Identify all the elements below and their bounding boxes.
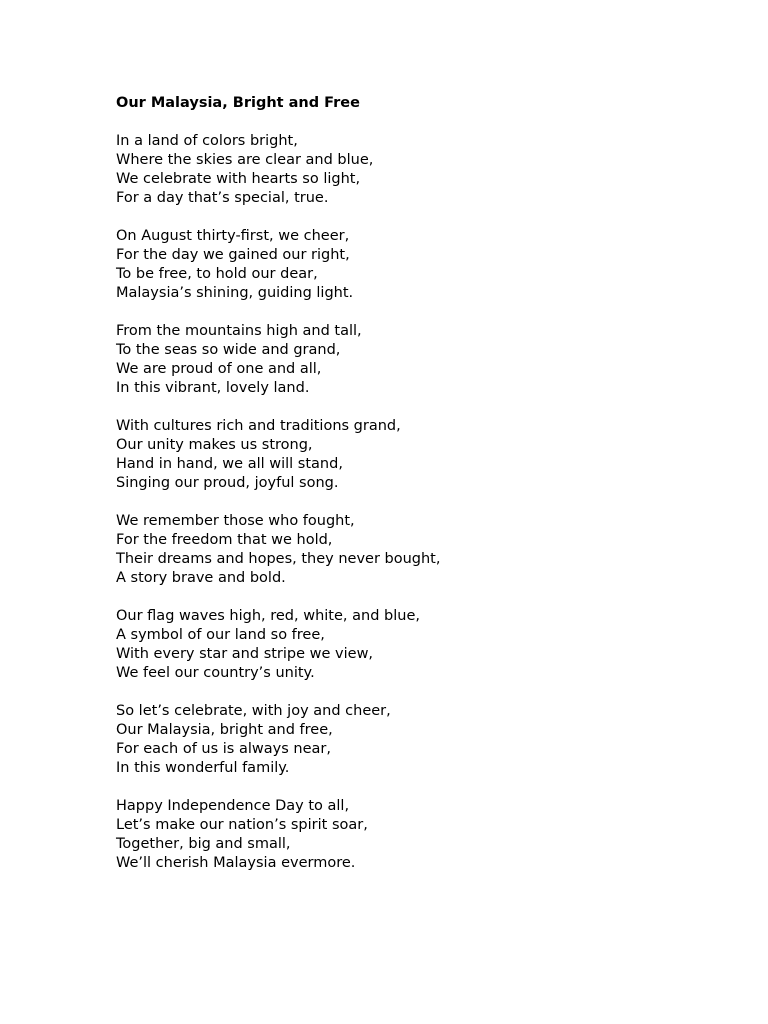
stanza-4 (116, 417, 716, 493)
poem-line: A symbol of our land so free, (116, 627, 325, 643)
poem-line: Happy Independence Day to all, (116, 798, 350, 814)
stanza-1 (116, 132, 716, 208)
stanza-3 (116, 322, 716, 398)
stanza-5 (116, 512, 716, 588)
poem-line: Where the skies are clear and blue, (116, 152, 374, 168)
poem-line: Our flag waves high, red, white, and blue, (116, 608, 420, 624)
poem-line: Our unity makes us strong, (116, 437, 313, 453)
stanza-6 (116, 607, 716, 683)
poem-line: For each of us is always near, (116, 741, 331, 757)
poem-line: Hand in hand, we all will stand, (116, 456, 343, 472)
poem-line: Together, big and small, (116, 836, 291, 852)
poem-line: We celebrate with hearts so light, (116, 171, 361, 187)
poem (116, 94, 716, 892)
poem-title: Our Malaysia, Bright and Free (116, 95, 360, 111)
poem-line: So let’s celebrate, with joy and cheer, (116, 703, 391, 719)
poem-line: We’ll cherish Malaysia evermore. (116, 855, 356, 871)
stanza-7 (116, 702, 716, 778)
poem-line: We feel our country’s unity. (116, 665, 315, 681)
poem-line: For the freedom that we hold, (116, 532, 333, 548)
poem-line: Malaysia’s shining, guiding light. (116, 285, 354, 301)
poem-line: Let’s make our nation’s spirit soar, (116, 817, 368, 833)
poem-line: Singing our proud, joyful song. (116, 475, 339, 491)
poem-line: Their dreams and hopes, they never bought, (116, 551, 441, 567)
poem-line: In this vibrant, lovely land. (116, 380, 310, 396)
poem-line: To the seas so wide and grand, (116, 342, 341, 358)
poem-line: For the day we gained our right, (116, 247, 350, 263)
poem-line: In a land of colors bright, (116, 133, 298, 149)
poem-line: With cultures rich and traditions grand, (116, 418, 401, 434)
poem-line: Our Malaysia, bright and free, (116, 722, 333, 738)
poem-line: We are proud of one and all, (116, 361, 322, 377)
poem-line: In this wonderful family. (116, 760, 290, 776)
poem-line: With every star and stripe we view, (116, 646, 374, 662)
poem-line: On August thirty-first, we cheer, (116, 228, 350, 244)
stanza-8 (116, 797, 716, 873)
poem-line: A story brave and bold. (116, 570, 286, 586)
poem-line: From the mountains high and tall, (116, 323, 362, 339)
poem-line: To be free, to hold our dear, (116, 266, 318, 282)
stanza-2 (116, 227, 716, 303)
poem-line: We remember those who fought, (116, 513, 355, 529)
poem-line: For a day that’s special, true. (116, 190, 329, 206)
